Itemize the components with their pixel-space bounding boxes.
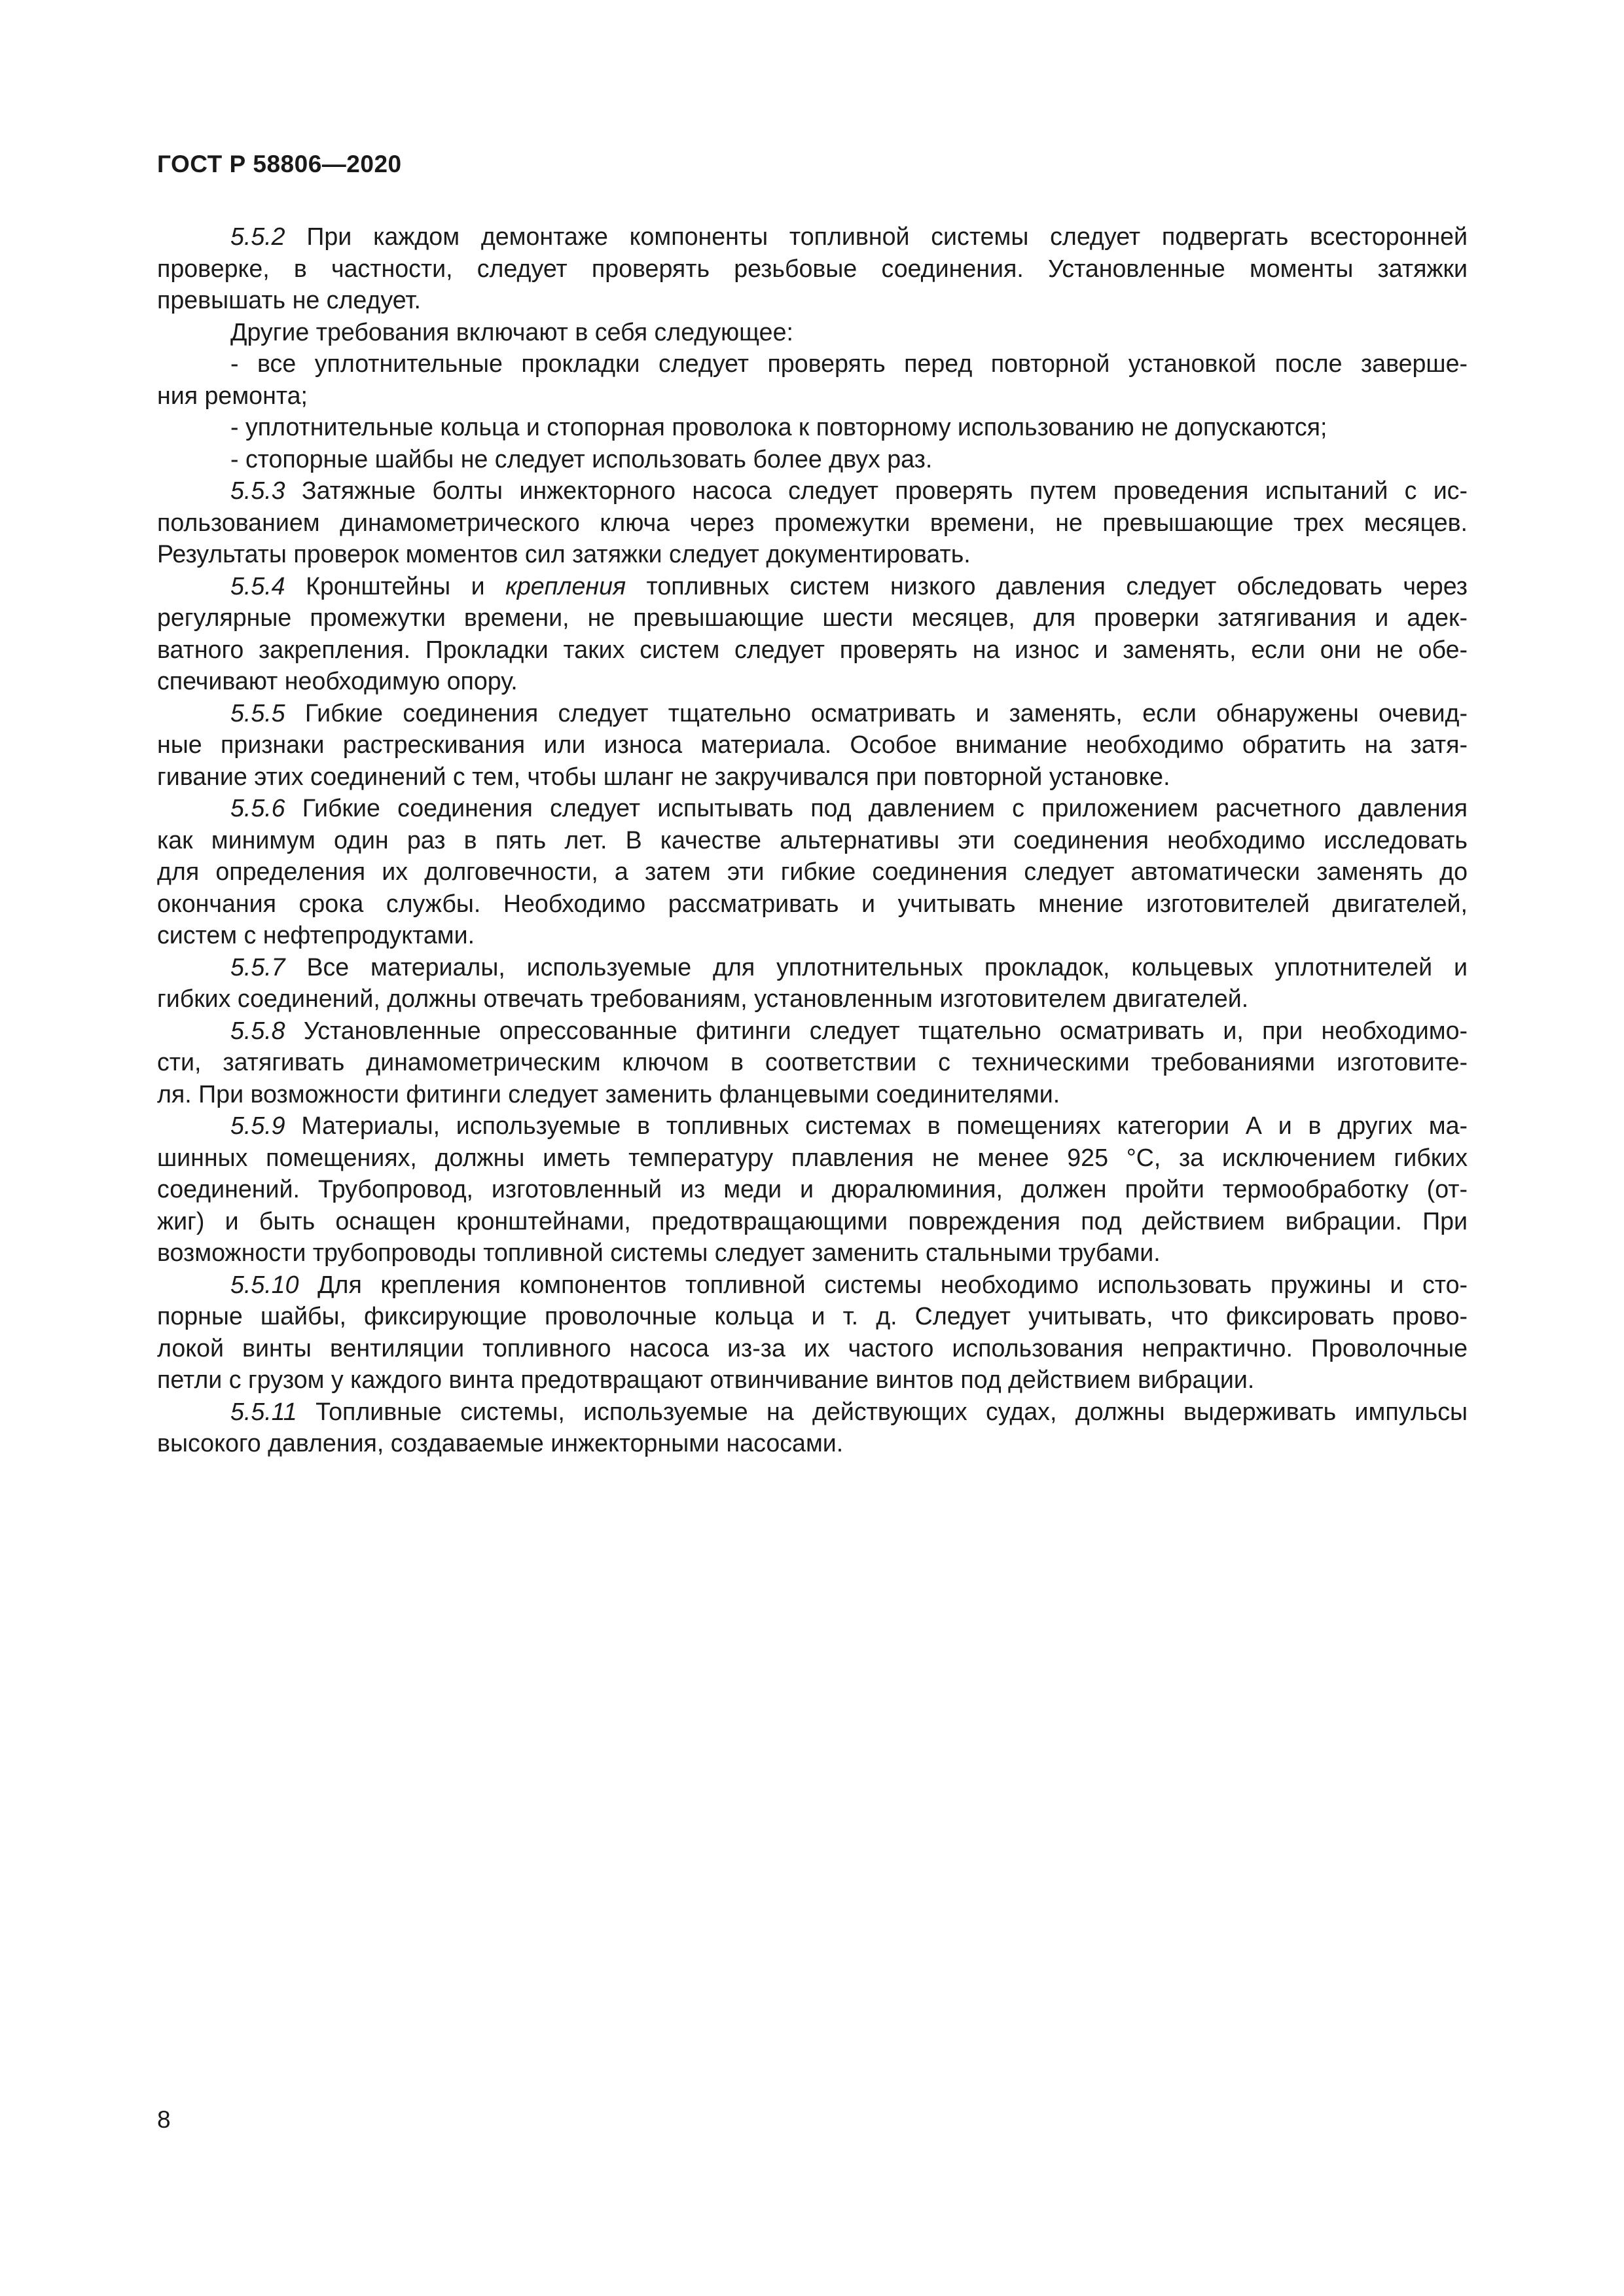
clause-number: 5.5.6 (230, 794, 285, 822)
list-item (157, 348, 1468, 411)
paragraph-5-5-3 (157, 475, 1468, 570)
clause-number: 5.5.11 (230, 1397, 297, 1425)
text-line: 5.5.3 Затяжные болты инжекторного насоса следует проверять путем проведения испытаний с ис- (230, 477, 1468, 504)
clause-number: 5.5.5 (230, 699, 285, 727)
paragraph-5-5-9 (157, 1110, 1468, 1269)
clause-number: 5.5.7 (230, 953, 285, 981)
list-item (157, 411, 1468, 443)
text-line: Результаты проверок моментов сил затяжки следует документировать. (157, 540, 971, 568)
document-header: ГОСТ Р 58806—2020 (157, 151, 402, 177)
text-line: гивание этих соединений с тем, чтобы шланг не закручивался при повторной установке. (157, 762, 1170, 790)
text-line: Другие требования включают в себя следующее: (230, 318, 793, 346)
text-line: 5.5.5 Гибкие соединения следует тщательно осматривать и заменять, если обнаружены очевид- (230, 699, 1468, 727)
text-line: 5.5.8 Установленные опрессованные фитинги следует тщательно осматривать и, при необходимо- (230, 1016, 1468, 1044)
text-line: систем с нефтепродуктами. (157, 921, 475, 949)
text-line: 5.5.2 При каждом демонтаже компоненты топливной системы следует подвергать всесторонней (230, 223, 1468, 250)
clause-number: 5.5.4 (230, 572, 285, 600)
text-line: 5.5.11 Топливные системы, используемые на действующих судах, должны выдерживать импульсы (230, 1397, 1468, 1425)
text-line: высокого давления, создаваемые инжекторными насосами. (157, 1429, 844, 1457)
text-line: ля. При возможности фитинги следует заменить фланцевыми соединителями. (157, 1080, 1060, 1108)
list-item (157, 443, 1468, 475)
paragraph-5-5-2 (157, 221, 1468, 316)
text-line: порные шайбы, фиксирующие проволочные кольца и т. д. Следует учитывать, что фиксировать прово- (157, 1302, 1468, 1330)
emphasis: крепления (505, 572, 626, 600)
paragraph-5-5-8 (157, 1015, 1468, 1110)
paragraph-5-5-6 (157, 792, 1468, 951)
text-line: регулярные промежутки времени, не превышающие шести месяцев, для проверки затягивания и адек- (157, 604, 1468, 631)
text-line: - уплотнительные кольца и стопорная проволока к повторному использованию не допускаются; (230, 413, 1327, 441)
text-line: спечивают необходимую опору. (157, 667, 518, 695)
text-line: жиг) и быть оснащен кронштейнами, предотвращающими повреждения под действием вибрации. При (157, 1207, 1468, 1235)
text-line: - все уплотнительные прокладки следует проверять перед повторной установкой после заверше- (230, 350, 1468, 377)
text-line: соединений. Трубопровод, изготовленный из меди и дюралюминия, должен пройти термообработку (от- (157, 1175, 1468, 1203)
paragraph-5-5-4 (157, 570, 1468, 697)
text-line: 5.5.9 Материалы, используемые в топливных системах в помещениях категории А и в других ма- (230, 1112, 1468, 1139)
text-line: 5.5.7 Все материалы, используемые для уплотнительных прокладок, кольцевых уплотнителей и (230, 953, 1468, 981)
text-line: пользованием динамометрического ключа через промежутки времени, не превышающие трех месяцев. (157, 508, 1468, 536)
text-line: ватного закрепления. Прокладки таких систем следует проверять на износ и заменять, если они не обе- (157, 635, 1468, 663)
text-line: шинных помещениях, должны иметь температуру плавления не менее 925 °С, за исключением гибких (157, 1143, 1468, 1171)
paragraph-5-5-11 (157, 1396, 1468, 1459)
text-line: - стопорные шайбы не следует использовать более двух раз. (230, 445, 933, 473)
clause-number: 5.5.9 (230, 1112, 285, 1139)
document-body (157, 221, 1468, 1459)
text-line: 5.5.6 Гибкие соединения следует испытывать под давлением с приложением расчетного давления (230, 794, 1468, 822)
paragraph-5-5-10 (157, 1269, 1468, 1396)
text-line: 5.5.10 Для крепления компонентов топливной системы необходимо использовать пружины и сто- (230, 1270, 1468, 1298)
text-line: ния ремонта; (157, 381, 308, 409)
text-line: сти, затягивать динамометрическим ключом в соответствии с техническими требованиями изготовите- (157, 1048, 1468, 1076)
text-line: локой винты вентиляции топливного насоса из-за их частого использования непрактично. Проволочные (157, 1334, 1468, 1362)
text-line: окончания срока службы. Необходимо рассматривать и учитывать мнение изготовителей двигателей, (157, 889, 1468, 917)
text-line: превышать не следует. (157, 286, 421, 314)
text-line: для определения их долговечности, а затем эти гибкие соединения следует автоматически заменять до (157, 858, 1468, 885)
clause-number: 5.5.2 (230, 223, 285, 250)
text-line: 5.5.4 Кронштейны и крепления топливных систем низкого давления следует обследовать через (230, 572, 1468, 600)
page-number: 8 (157, 2106, 171, 2133)
paragraph-other-requirements (157, 316, 1468, 348)
text-line: возможности трубопроводы топливной системы следует заменить стальными трубами. (157, 1239, 1161, 1266)
clause-number: 5.5.10 (230, 1270, 299, 1298)
text-line: петли с грузом у каждого винта предотвращают отвинчивание винтов под действием вибрации. (157, 1366, 1255, 1393)
clause-number: 5.5.8 (230, 1016, 285, 1044)
paragraph-5-5-7 (157, 951, 1468, 1015)
text-line: гибких соединений, должны отвечать требованиям, установленным изготовителем двигателей. (157, 985, 1249, 1012)
paragraph-5-5-5 (157, 697, 1468, 793)
text-line: проверке, в частности, следует проверять резьбовые соединения. Установленные моменты затяжки (157, 254, 1468, 282)
clause-number: 5.5.3 (230, 477, 285, 504)
text-line: как минимум один раз в пять лет. В качестве альтернативы эти соединения необходимо исследовать (157, 826, 1468, 854)
text-line: ные признаки растрескивания или износа материала. Особое внимание необходимо обратить на затя- (157, 731, 1468, 758)
